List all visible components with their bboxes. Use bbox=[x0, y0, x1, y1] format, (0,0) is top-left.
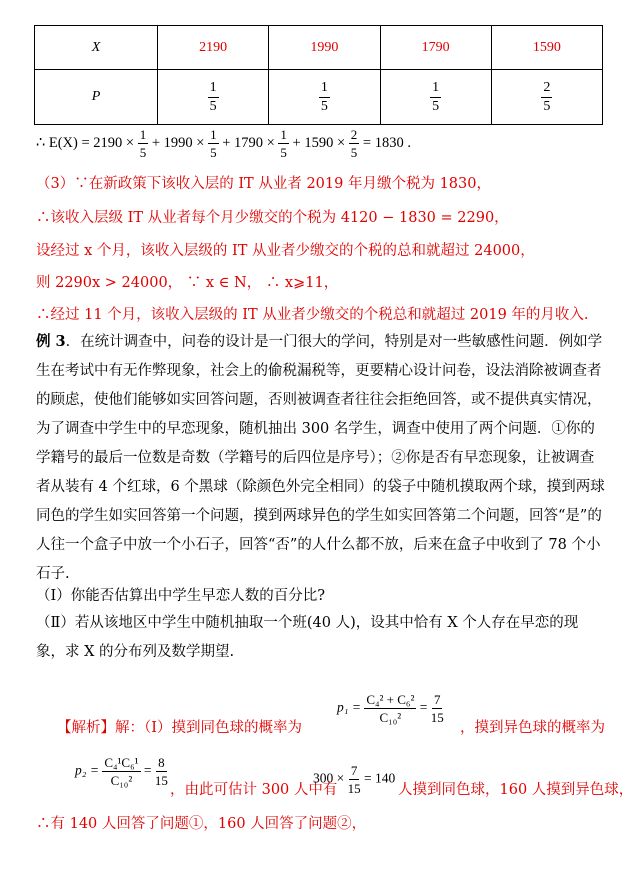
solution-intro-text: 【解析】解：（Ⅰ）摸到同色球的概率为 bbox=[57, 720, 302, 736]
p1-val-den: 15 bbox=[430, 710, 444, 725]
p1-num: 1 bbox=[208, 81, 219, 98]
p2-formula-den: C₁₀² bbox=[110, 773, 133, 788]
p1-formula-den: C₁₀² bbox=[379, 710, 402, 725]
solution-line-3: （3）∵在新政策下该收入层的 IT 从业者 2019 年月缴个税为 1830， bbox=[36, 176, 491, 192]
ex-f4-num: 2 bbox=[350, 127, 358, 142]
x-value-3: 1790 bbox=[380, 26, 491, 70]
ex-f3-den: 5 bbox=[280, 145, 287, 160]
expectation-line bbox=[36, 128, 411, 159]
solution-line-4: ∴该收入层级 IT 从业者每个月少缴交的个税为 4120 − 1830 = 2290， bbox=[36, 210, 509, 226]
p2-val-num: 8 bbox=[158, 755, 165, 770]
solution-intro bbox=[57, 716, 302, 737]
ex-suffix: = 1830 . bbox=[362, 134, 411, 151]
ex-term2: + 1990 × bbox=[151, 134, 205, 151]
p1-den: 5 bbox=[209, 98, 217, 114]
p4-den: 5 bbox=[543, 98, 551, 114]
p1-formula: p₁ = $\frac{\text{C₄² + C₆²}}{\text{C₁₀²}}$ = $\frac{7}{15}$ bbox=[337, 692, 444, 725]
table-row-x bbox=[35, 26, 603, 70]
calc-formula bbox=[313, 764, 395, 795]
solution-estimate-2: 人摸到同色球，160 人摸到异色球， bbox=[398, 782, 634, 798]
p2-lhs: p₂ = bbox=[75, 762, 99, 778]
p3-num: 1 bbox=[430, 81, 441, 98]
ex-f4-den: 5 bbox=[350, 145, 358, 160]
calc-den: 15 bbox=[347, 781, 361, 796]
p1-lhs: p₁ = bbox=[337, 699, 361, 715]
p-value-1 bbox=[158, 70, 269, 125]
ex-f2-num: 1 bbox=[210, 127, 217, 142]
row-label-p: P bbox=[35, 70, 158, 125]
ex-f2-den: 5 bbox=[210, 145, 217, 160]
solution-diff: ，摸到异色球的概率为 bbox=[460, 720, 605, 736]
ex-f1-num: 1 bbox=[139, 127, 147, 142]
calc-post: = 140 bbox=[364, 770, 396, 786]
table-row-p bbox=[35, 70, 603, 125]
ex-term3: + 1790 × bbox=[222, 134, 275, 151]
x-value-2: 1990 bbox=[269, 26, 380, 70]
p2-den: 5 bbox=[320, 98, 328, 114]
distribution-table bbox=[34, 25, 603, 125]
solution-line-7: ∴经过 11 个月，该收入层级的 IT 从业者少缴交的个税总和就超过 2019 年的月收入. bbox=[36, 307, 589, 323]
p3-den: 5 bbox=[432, 98, 440, 114]
p-value-2 bbox=[269, 70, 380, 125]
question-2: （Ⅱ）若从该地区中学生中随机抽取一个班(40 人)，设其中恰有 X 个人存在早恋的现象，求 X 的分布列及数学期望. bbox=[36, 615, 579, 660]
example-text: ．在统计调查中，问卷的设计是一门很大的学问，特别是对一些敏感性问题．例如学生在考试中有无作弊现象，社会上的偷税漏税等，更要精心设计问卷，设法消除被调查者的顾虑，使他们能够如实回答问题，否则被调查者往往会拒绝回答，或不提供真实情况，为了调查中学生中的早恋现象，随机抽出 300 名学生，调查中使用了两个问题．①你的学籍号的最后一位数是奇数（学籍号的后四位是序号）；②你是否有早恋现象，让被调查者从装有 4 个红球，6 个黑球（除颜色外完全相同）的袋子中随机摸取两个球，摸到两球同色的学生如实回答第一个问题，摸到两球异色的学生如实回答第二个问题，回答“是”的人往一个盒子中放一个小石子，回答“否”的人什么都不放，后来在盒子中收到了 78 个小石子. bbox=[36, 334, 605, 582]
p4-num: 2 bbox=[541, 81, 552, 98]
ex-f1-den: 5 bbox=[139, 145, 147, 160]
ex-prefix: ∴ E(X) = 2190 × bbox=[36, 134, 135, 151]
question-1: （Ⅰ）你能否估算出中学生早恋人数的百分比? bbox=[36, 588, 325, 604]
row-label-x: X bbox=[35, 26, 158, 70]
example-3-paragraph bbox=[36, 327, 606, 589]
calc-pre: 300 × bbox=[313, 770, 345, 786]
p2-formula: p₂ = $\frac{\text{C₄¹C₆¹}}{\text{C₁₀²}}$ = $\frac{8}{15}$ bbox=[75, 755, 168, 788]
p-value-3 bbox=[380, 70, 491, 125]
solution-estimate: ，由此可估计 300 人中有 bbox=[170, 782, 338, 798]
p2-num: 1 bbox=[319, 81, 330, 98]
solution-line-5: 设经过 x 个月，该收入层级的 IT 从业者少缴交的个税的总和就超过 24000， bbox=[36, 243, 535, 259]
p1-formula-num: C₄² + C₆² bbox=[366, 692, 415, 707]
solution-line-6: 则 2290x > 24000， ∵ x ∈ N， ∴ x⩾11， bbox=[36, 275, 339, 291]
ex-f3-num: 1 bbox=[280, 127, 287, 142]
ex-term4: + 1590 × bbox=[292, 134, 346, 151]
calc-num: 7 bbox=[350, 763, 358, 778]
x-value-4: 1590 bbox=[491, 26, 602, 70]
x-value-1: 2190 bbox=[158, 26, 269, 70]
p1-val-num: 7 bbox=[433, 692, 441, 707]
p2-val-den: 15 bbox=[154, 773, 168, 788]
solution-last-line: ∴有 140 人回答了问题①，160 人回答了问题②， bbox=[36, 816, 367, 832]
p2-formula-num: C₄¹C₆¹ bbox=[104, 755, 139, 770]
example-label: 例 3 bbox=[36, 333, 66, 350]
p-value-4 bbox=[491, 70, 602, 125]
